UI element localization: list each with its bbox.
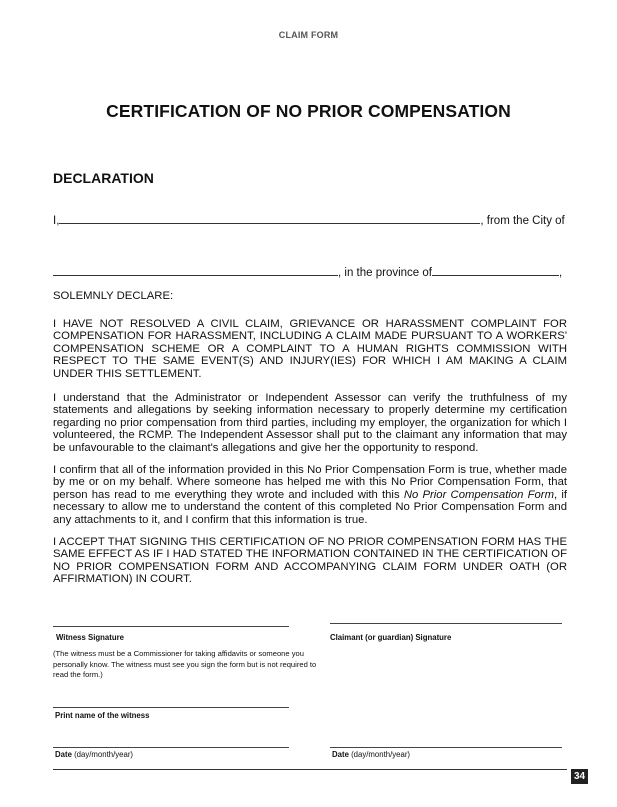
claimant-signature-line[interactable] <box>330 623 562 624</box>
city-province-row <box>53 264 562 279</box>
declarant-name-row <box>53 212 565 227</box>
witness-date-label-hint: (day/month/year) <box>71 750 134 759</box>
claimant-date-label-bold: Date <box>332 750 349 759</box>
city-field[interactable] <box>53 264 338 276</box>
witness-print-name-label: Print name of the witness <box>55 711 150 720</box>
declaration-paragraph-3 <box>53 464 567 526</box>
province-field[interactable] <box>432 264 559 276</box>
witness-date-label <box>55 750 133 759</box>
declaration-heading: DECLARATION <box>53 170 154 186</box>
footer-rule <box>53 769 567 770</box>
page-title: CERTIFICATION OF NO PRIOR COMPENSATION <box>106 101 511 121</box>
witness-date-label-bold: Date <box>55 750 72 759</box>
paragraph-3-italic-form-name: No Prior Compensation Form <box>403 488 554 501</box>
witness-date-line[interactable] <box>53 747 289 748</box>
declarant-prefix: I, <box>53 215 60 227</box>
claimant-signature-label: Claimant (or guardian) Signature <box>330 633 452 642</box>
witness-print-name-line[interactable] <box>53 707 289 708</box>
page-number-badge: 34 <box>571 769 588 784</box>
witness-signature-label: Witness Signature <box>56 633 124 642</box>
paragraph-3-text-b: , if necessary to allow me to understand the content of this completed No Prior Compensation Form and any attachments to it, and I confirm that this information is true. <box>53 488 567 526</box>
claimant-date-label-hint: (day/month/year) <box>348 750 411 759</box>
paragraph-3-text-a: I confirm that all of the information provided in this No Prior Compensation Form is true, whether made by me or on my behalf. Where someone has helped me with this No Prior Compensation Form, that person has read to me everything they wrote and included with this <box>53 464 567 501</box>
declaration-paragraph-2: I understand that the Administrator or Independent Assessor can verify the truthfulness of my statements and allegations by seeking information necessary to properly determine my certification regarding no prior compensation from third parties, including my employer, the organization for which I volunteered, the RCMP. The Independent Assessor shall put to the claimant any information that may be unfavourable to the claimant's allegations and give her the opportunity to respond. <box>53 392 567 454</box>
province-suffix-text: , <box>558 267 563 279</box>
solemnly-declare-text: SOLEMNLY DECLARE: <box>53 290 174 302</box>
claimant-date-label <box>332 750 410 759</box>
declaration-paragraph-1: I HAVE NOT RESOLVED A CIVIL CLAIM, GRIEVANCE OR HARASSMENT COMPLAINT FOR COMPENSATION FOR HARASSMENT, INCLUDING A CLAIM MADE PURSUANT TO A WORKERS' COMPENSATION SCHEME OR A COMPLAINT TO A HUMAN RIGHTS COMMISSION WITH RESPECT TO THE SAME EVENT(S) AND INJURY(IES) FOR WHICH I AM MAKING A CLAIM UNDER THIS SETTLEMENT. <box>53 318 567 380</box>
claimant-date-line[interactable] <box>330 747 562 748</box>
witness-signature-line[interactable] <box>53 626 289 627</box>
province-prefix-text: , in the province of <box>338 267 432 279</box>
declarant-name-field[interactable] <box>59 212 480 224</box>
city-prefix-text: , from the City of <box>480 215 565 227</box>
declaration-paragraph-4: I ACCEPT THAT SIGNING THIS CERTIFICATION OF NO PRIOR COMPENSATION FORM HAS THE SAME EFFECT AS IF I HAD STATED THE INFORMATION CONTAINED IN THE CERTIFICATION OF NO PRIOR COMPENSATION FORM AND ACCOMPANYING CLAIM FORM UNDER OATH (OR AFFIRMATION) IN COURT. <box>53 536 567 586</box>
form-header-label: CLAIM FORM <box>278 30 339 40</box>
witness-note: (The witness must be a Commissioner for taking affidavits or someone you personally know. The witness must see you sign the form but is not required to read the form.) <box>53 649 317 679</box>
